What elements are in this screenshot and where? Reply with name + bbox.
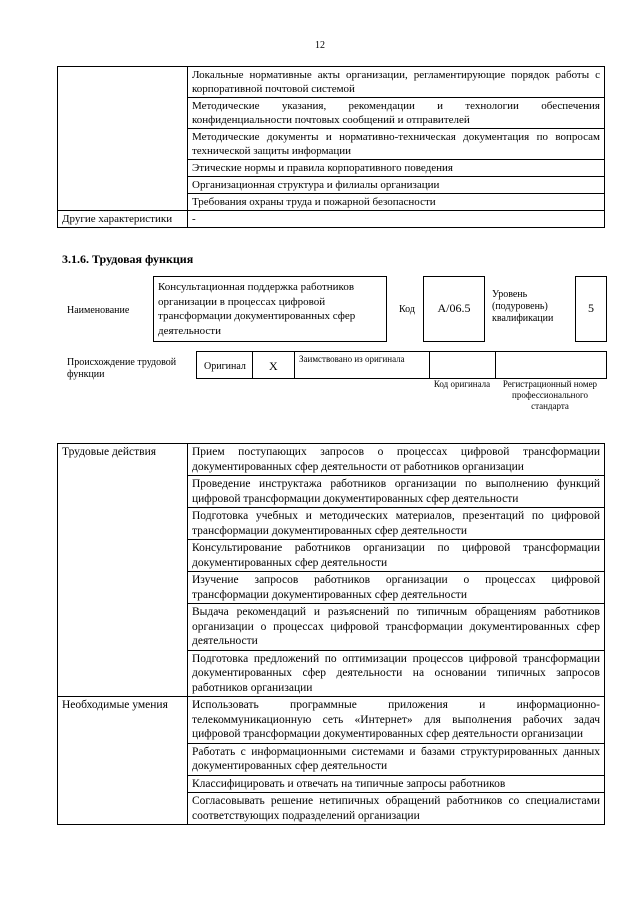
level-value: 5: [588, 301, 594, 315]
table-cell: Этические нормы и правила корпоративного поведения: [188, 160, 605, 177]
table-cell: Использовать программные приложения и информационно-телекоммуникационную сеть «Интернет» для выполнения рабочих задач цифровой трансформации документированных сфер деятельности организации: [188, 697, 605, 744]
code-value: А/06.5: [437, 301, 471, 315]
reg-caption: Регистрационный номер профессионального стандарта: [502, 379, 598, 411]
table-cell: Подготовка предложений по оптимизации процессов цифровой трансформации документированных сфер деятельности на основании типичных запросов работников организации: [188, 650, 605, 697]
table-cell: Прием поступающих запросов о процессах цифровой трансформации документированных сфер деятельности от работников организации: [188, 444, 605, 476]
name-box: [153, 276, 387, 342]
table-cell: Консультирование работников организации по цифровой трансформации документированных сфер деятельности: [188, 540, 605, 572]
code-caption: Код оригинала: [433, 379, 491, 389]
divider: [495, 352, 496, 378]
origin-box: [196, 351, 607, 379]
table-row: [58, 444, 605, 476]
table-cell: Согласовывать решение нетипичных обращений работников со специалистами соответствующих подразделений организации: [188, 793, 605, 825]
divider: [294, 352, 295, 378]
table-cell: Классифицировать и отвечать на типичные запросы работников: [188, 775, 605, 793]
original-mark: X: [269, 359, 278, 373]
table-cell-empty: [58, 67, 188, 211]
code-box: [423, 276, 485, 342]
other-characteristics-label: Другие характеристики: [58, 211, 188, 228]
table-cell: Выдача рекомендаций и разъяснений по типичным обращениям работников организации о процессах цифровой трансформации документированных сфер деятельности: [188, 604, 605, 651]
table-row: [58, 67, 605, 98]
level-label: Уровень (подуровень) квалификации: [492, 289, 554, 324]
table-row: [58, 697, 605, 744]
code-label: Код: [399, 304, 415, 315]
labor-actions-table: [57, 443, 605, 825]
function-name: Консультационная поддержка работников организации в процессах цифровой трансформации документированных сфер деятельности: [158, 281, 356, 337]
divider: [252, 352, 253, 378]
level-box: [575, 276, 607, 342]
table-row: [58, 211, 605, 228]
table-cell: Подготовка учебных и методических материалов, презентаций по цифровой трансформации документированных сфер деятельности: [188, 508, 605, 540]
table-cell: Локальные нормативные акты организации, регламентирующие порядок работы с корпоративной почтовой системой: [188, 67, 605, 98]
page-number: 12: [315, 40, 325, 51]
name-label: Наименование: [67, 305, 130, 316]
divider: [429, 352, 430, 378]
table-cell: Изучение запросов работников организации о процессах цифровой трансформации документированных сфер деятельности: [188, 572, 605, 604]
table-cell: Организационная структура и филиалы организации: [188, 177, 605, 194]
table-cell: Методические документы и нормативно-техническая документация по вопросам технической защиты информации: [188, 129, 605, 160]
section-title: 3.1.6. Трудовая функция: [62, 252, 194, 266]
original-label: Оригинал: [204, 361, 246, 372]
origin-label: Происхождение трудовой функции: [67, 357, 177, 380]
skills-label: Необходимые умения: [58, 697, 188, 825]
borrowed-label: Заимствовано из оригинала: [299, 354, 405, 364]
table-cell: Проведение инструктажа работников организации по выполнению функций цифровой трансформации документированных сфер деятельности: [188, 476, 605, 508]
table-cell: Работать с информационными системами и базами структурированных данных документированных сфер деятельности: [188, 743, 605, 775]
knowledge-table: [57, 66, 605, 228]
other-characteristics-value: -: [188, 211, 605, 228]
actions-label: Трудовые действия: [58, 444, 188, 697]
table-cell: Методические указания, рекомендации и технологии обеспечения конфиденциальности почтовых сообщений и отправителей: [188, 98, 605, 129]
table-cell: Требования охраны труда и пожарной безопасности: [188, 194, 605, 211]
